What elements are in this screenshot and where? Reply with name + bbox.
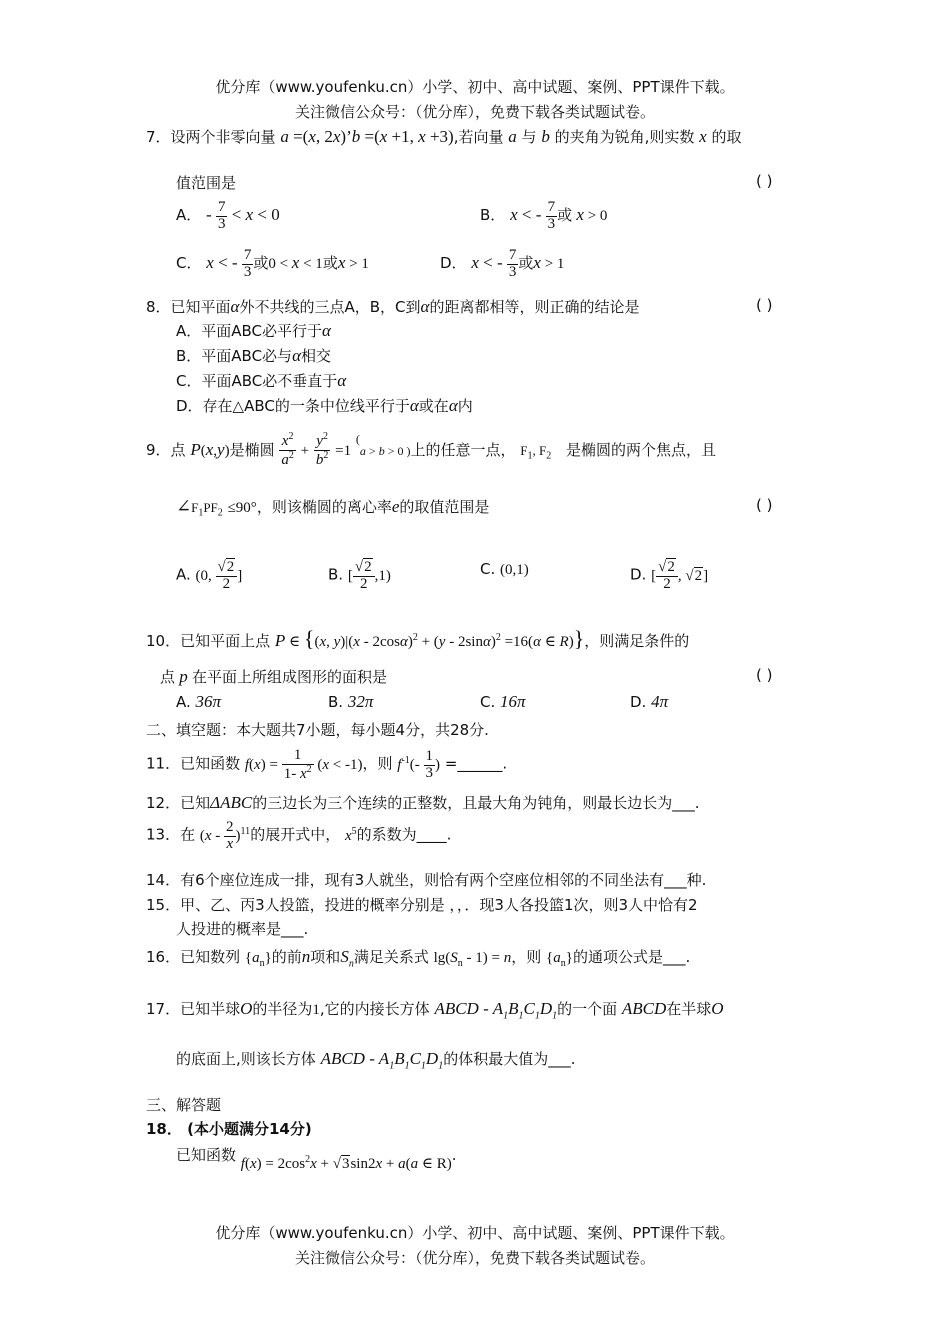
q18-stem: 已知函数 $f(x) = 2\cos^2x + √3\sin 2x + a(a$ ∈ R). [176,1146,457,1172]
q15-line2: 人投进的概率是___. [176,920,309,938]
footer-line-1: 优分库（www.youfenku.cn）小学、初中、高中试题、案例、PPT课件下载。 [215,1224,735,1242]
q17-line1: 17．已知半球O的半径为1,它的内接长方体 ABCD - $A_1B_1C_1D_1$的一个面 ABCD在半球O [146,999,724,1022]
q9-option-c: C. (0,1) [480,560,529,578]
q14: 14．有6个座位连成一排，现有3人就坐，则恰有两个空座位相邻的不同坐法有___种. [146,871,707,889]
header-line-1: 优分库（www.youfenku.cn）小学、初中、高中试题、案例、PPT课件下载。 [215,78,735,96]
q7-option-c: C． x < - $\frac{7}{3}$ 或0 < x < 1或x > 1 [176,247,369,280]
section-3-heading: 三、解答题 [146,1096,222,1114]
q16: 16．已知数列 $\{a_n\}$的前n项和$S_n$满足关系式 $\lg(S_n - 1) = n$，则 $\{a_n\}$的通项公式是___. [146,947,691,970]
q15-line1: 15．甲、乙、丙3人投篮，投进的概率分别是 ，，．现3人各投篮1次，则3人中恰有2 [146,896,698,914]
q7-option-a: A． - $\frac{7}{3}$ < x < 0 [176,199,280,232]
header-line-2: 关注微信公众号：（优分库），免费下载各类试题试卷。 [294,103,655,121]
q10-stem-line2: 点 p 在平面上所组成图形的面积是 [160,667,388,686]
q7-option-b: B． x < - $\frac{7}{3}$ 或 x > 0 [480,199,608,232]
q8-option-a: A．平面ABC必平行于α [176,321,331,340]
q9-option-a: A. (0, $\frac{√2}{2}$ ] [176,559,243,592]
q9-stem-line2: $\angle F_1PF_2 \le 90^\circ$，则该椭圆的离心率e的取值范围是 [176,496,490,519]
q9-option-d: D. [ $\frac{√2}{2}$ , √2] [630,559,709,592]
q7-answer-paren: ( ) [756,172,773,190]
q10-option-d: D. 4π [630,692,669,711]
footer-line-2: 关注微信公众号：（优分库），免费下载各类试题试卷。 [294,1249,655,1267]
q7-stem-line2: 值范围是 [176,174,237,192]
q18-title: 18． (本小题满分14分) [146,1120,312,1138]
q9-stem-line1: 9．点 P(x,y)是椭圆 $\frac{x^2}{a^2}$ + $\frac{y^2}{b^2}$ =1 (a > b > 0 )上的任意一点， $F_1$, $F_2$ 是椭圆的两个焦点，且 [146,431,717,468]
q10-stem-line1: 10．已知平面上点 P ∈ {(x, y)|(x - 2cosα)$^2$ + (y - 2sinα)$^2$ =16(α ∈ R)}，则满足条件的 [146,626,690,651]
q7-stem-line1: 7．设两个非零向量 a =(x, 2x)’b =(x +1, x +3),若向量 a 与 b 的夹角为锐角,则实数 x 的取 [146,127,742,146]
q10-option-a: A. 36π [176,692,222,711]
q17-line2: 的底面上,则该长方体 ABCD - $A_1B_1C_1D_1$的体积最大值为___. [176,1049,576,1072]
q8-answer-paren: ( ) [756,296,773,314]
q10-answer-paren: ( ) [756,666,773,684]
q9-option-b: B. [ $\frac{√2}{2}$ ,1) [328,559,391,592]
q13: 13．在 (x - $\frac{2}{x}$ )$^{11}$的展开式中， $x^5$的系数为____. [146,819,452,852]
q10-option-b: B. 32π [328,692,374,711]
q9-answer-paren: ( ) [756,496,773,514]
q8-option-d: D．存在△ABC的一条中位线平行于α或在α内 [176,396,473,415]
q11: 11．已知函数 f(x) = $\frac{1}{1- x^2}$ (x < -1)，则 $f^{-1}(-$ $\frac{1}{3}$ ) =______. [146,747,508,782]
q10-option-c: C. 16π [480,692,526,711]
q8-option-b: B．平面ABC必与α相交 [176,346,332,365]
section-2-heading: 二、填空题：本大题共7小题，每小题4分，共28分. [146,721,489,739]
q7-option-d: D． x < - $\frac{7}{3}$ 或x > 1 [440,247,565,280]
q8-stem: 8．已知平面α外不共线的三点A，B，C到α的距离都相等，则正确的结论是 [146,297,640,316]
q12: 12．已知ΔABC的三边长为三个连续的正整数，且最大角为钝角，则最长边长为___. [146,793,700,812]
q8-option-c: C．平面ABC必不垂直于α [176,371,347,390]
